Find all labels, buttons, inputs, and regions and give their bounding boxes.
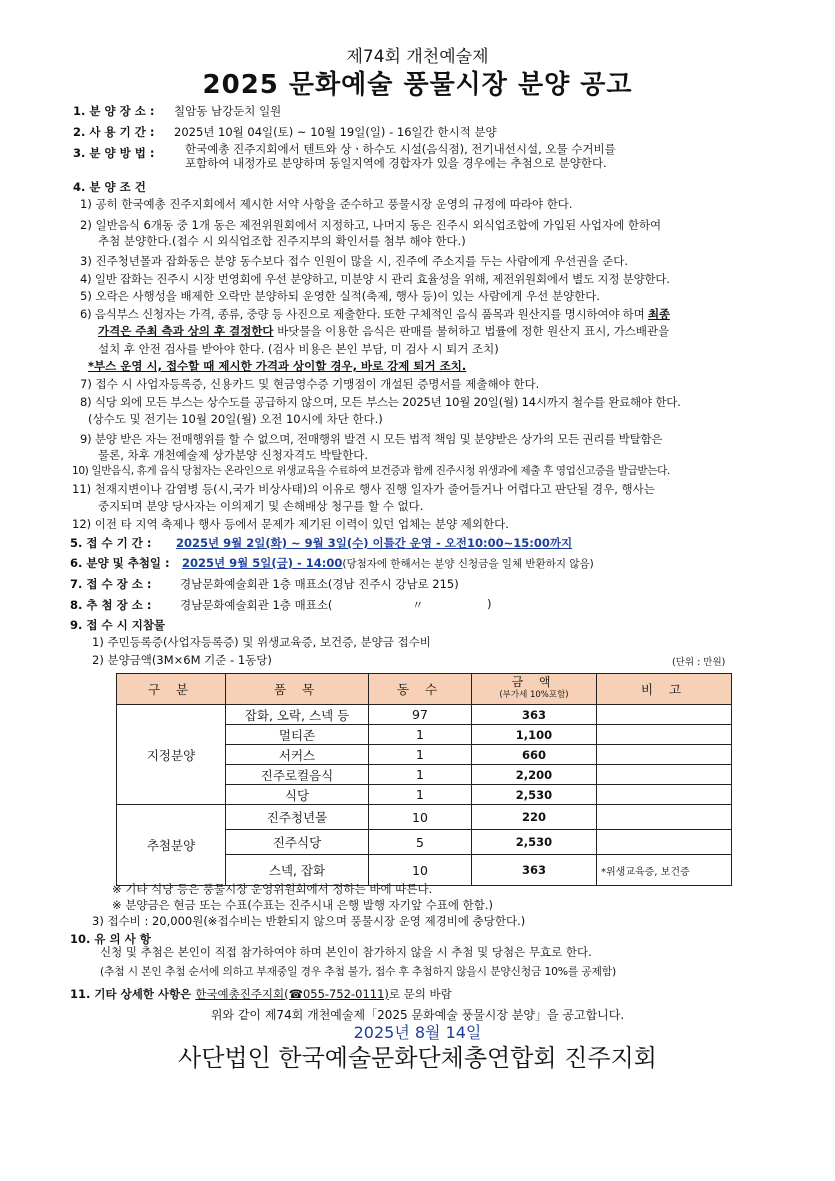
cell-note [597,705,732,725]
condition-2a: 2) 일반음식 6개동 중 1개 동은 제전위원회에서 지정하고, 나머지 동은 진주시 외식업조합에 가입된 사업자에 한하여 [80,218,662,232]
cell-note [597,830,732,855]
cell-amount: 363 [472,855,597,886]
cell-count: 5 [369,830,472,855]
condition-9a: 9) 분양 받은 자는 전매행위를 할 수 없으며, 전매행위 발견 시 모든 법적 책임 및 분양받은 상가의 모든 권리를 박탈함은 [80,432,663,446]
item-9-1: 1) 주민등록증(사업자등록증) 및 위생교육증, 보건증, 분양금 접수비 [92,635,431,649]
contact-link[interactable]: 한국예총진주지회(☎055-752-0111) [195,987,389,1001]
cell-note [597,785,732,805]
condition-8a: 8) 식당 외에 모든 부스는 상수도를 공급하지 않으며, 모든 부스는 2025년 10월 20일(월) 14시까지 철수를 완료해야 한다. [80,395,681,409]
header-count: 동 수 [369,674,472,705]
page-title: 2025 문화예술 풍물시장 분양 공고 [202,70,633,100]
cell-item: 잡화, 오락, 스넥 등 [226,705,369,725]
cell-count: 10 [369,855,472,886]
item-3-value-line1: 한국예총 진주지회에서 텐트와 상ㆍ하수도 시설(음식점), 전기내선시설, 오물 수거비를 [185,142,616,156]
item-5-value: 2025년 9월 2일(화) ~ 9월 3일(수) 이틀간 운영 - 오전10:00~15:00까지 [176,536,573,550]
group-designated: 지정분양 [117,705,226,805]
condition-6d: *부스 운영 시, 접수할 때 제시한 가격과 상이할 경우, 바로 강제 퇴거 조치. [88,359,467,373]
cell-item: 진주청년몰 [226,805,369,830]
cell-amount: 660 [472,745,597,765]
condition-2b: 추첨 분양한다.(접수 시 외식업조합 진주지부의 확인서를 첨부 해야 한다.) [98,234,466,248]
cell-count: 97 [369,705,472,725]
condition-5: 5) 오락은 사행성을 배제한 오락만 분양하되 운영한 실적(축제, 행사 등)이 있는 사람에게 우선 분양한다. [80,289,600,303]
condition-1: 1) 공히 한국예총 진주지회에서 제시한 서약 사항을 준수하고 풍물시장 운영의 규정에 따라야 한다. [80,197,573,211]
condition-6c: 설치 후 안전 검사를 받아야 한다. (검사 비용은 본인 부담, 미 검사 시 퇴거 조치) [98,342,499,356]
condition-9b: 물론, 차후 개천예술제 상가분양 신청자격도 박탈한다. [98,448,368,462]
organization-name: 사단법인 한국예술문화단체총연합회 진주지회 [178,1044,657,1072]
condition-8b: (상수도 및 전기는 10월 20일(월) 오전 10시에 차단 한다.) [88,412,383,426]
item-5-label: 5. 접 수 기 간 : [70,536,152,550]
condition-11a: 11) 천재지변이나 감염병 등(시,국가 비상사태)의 이유로 행사 진행 일자가 줄어들거나 어렵다고 판단될 경우, 행사는 [72,482,655,496]
item-7-value: 경남문화예술회관 1층 매표소(경남 진주시 강남로 215) [180,577,459,591]
cell-count: 1 [369,725,472,745]
cell-amount: 1,100 [472,725,597,745]
cell-amount: 2,530 [472,830,597,855]
cell-amount: 2,530 [472,785,597,805]
cell-amount: 220 [472,805,597,830]
header-item: 품 목 [226,674,369,705]
item-10-label: 10. 유 의 사 항 [70,932,151,946]
note-3: 3) 접수비 : 20,000원(※접수비는 반환되지 않으며 풍물시장 운영 제경비에 충당한다.) [92,914,526,928]
cell-item: 서커스 [226,745,369,765]
cell-note [597,805,732,830]
item-9-2: 2) 분양금액(3M×6M 기준 - 1동당) [92,653,272,667]
announce-date: 2025년 8월 14일 [353,1023,482,1042]
item-7-label: 7. 접 수 장 소 : [70,577,152,591]
condition-10: 10) 일반음식, 휴게 음식 당첨자는 온라인으로 위생교육을 수료하여 보건증과 함께 진주시청 위생과에 제출 후 영업신고증을 발급받는다. [72,465,670,477]
item-2-label: 2. 사 용 기 간 : [73,125,155,139]
item-8-value: 경남문화예술회관 1층 매표소( [180,598,333,612]
item-1-label: 1. 분 양 장 소 : [73,104,155,118]
cell-item: 스넥, 잡화 [226,855,369,886]
item-1-value: 칠암동 남강둔치 일원 [174,104,282,118]
cell-note: *위생교육증, 보건증 [597,855,732,886]
event-subtitle: 제74회 개천예술제 [346,47,489,67]
condition-6b: 가격은 주최 측과 상의 후 결정한다 바닷물을 이용한 음식은 판매를 불허하고 법률에 정한 원산지 표시, 가스배관을 [98,324,670,338]
condition-12: 12) 이전 타 지역 축제나 행사 등에서 문제가 제기된 이력이 있던 업체는 분양 제외한다. [72,517,509,531]
item-3-value-line2: 포함하여 내정가로 분양하며 동일지역에 경합자가 있을 경우에는 추첨으로 분양한다. [185,156,607,170]
condition-6a: 6) 음식부스 신청자는 가격, 종류, 중량 등 사진으로 제출한다. 또한 구체적인 음식 품목과 원산지를 명시하여야 하며 최종 [80,307,670,321]
note-2: ※ 분양금은 현금 또는 수표(수표는 진주시내 은행 발행 자기앞 수표에 한함.) [112,898,493,912]
group-lottery: 추첨분양 [117,805,226,886]
item-8-ditto: 〃 [412,598,424,612]
item-10-b: (추첨 시 본인 추첨 순서에 의하고 부재중일 경우 추첨 불가, 접수 후 추첨하지 않을시 분양신청금 10%를 공제함) [100,965,617,978]
condition-11b: 중지되며 분양 당사자는 이의제기 및 손해배상 청구를 할 수 없다. [98,499,424,513]
header-amount: 금 액 (부가세 10%포함) [472,674,597,705]
cell-count: 1 [369,785,472,805]
cell-count: 1 [369,765,472,785]
item-8-close: ) [487,597,492,611]
item-2-value: 2025년 10월 04일(토) ~ 10월 19일(일) - 16일간 한시적 분양 [174,125,497,139]
item-10-a: 신청 및 추첨은 본인이 직접 참가하여야 하며 본인이 참가하지 않을 시 추첨 및 당첨은 무효로 한다. [100,945,592,959]
fee-table [116,673,732,886]
unit-label: (단위 : 만원) [672,657,726,668]
closing-statement: 위와 같이 제74회 개천예술제「2025 문화예술 풍물시장 분양」을 공고합니다. [210,1008,625,1022]
cell-item: 진주로컬음식 [226,765,369,785]
table-row [117,705,732,725]
header-category: 구 분 [117,674,226,705]
item-11: 11. 기타 상세한 사항은 한국예총진주지회(☎055-752-0111)로 문의 바람 [70,987,452,1001]
condition-7: 7) 접수 시 사업자등록증, 신용카드 및 현금영수증 기맹점이 개설된 증명서를 제출해야 한다. [80,377,540,391]
cell-note [597,725,732,745]
cell-item: 멀티존 [226,725,369,745]
cell-amount: 363 [472,705,597,725]
cell-note [597,745,732,765]
note-1: ※ 기타 식당 등은 풍물시장 운영위원회에서 정하는 바에 따른다. [112,882,433,896]
item-3-label: 3. 분 양 방 법 : [73,146,155,160]
cell-note [597,765,732,785]
condition-3: 3) 진주청년몰과 잡화동은 분양 동수보다 접수 인원이 많을 시, 진주에 주소지를 두는 사람에게 우선권을 준다. [80,254,628,268]
item-6-value: 2025년 9월 5일(금) - 14:00(당첨자에 한해서는 분양 신청금을 일체 반환하지 않음) [182,556,594,570]
cell-count: 10 [369,805,472,830]
header-remarks: 비 고 [597,674,732,705]
item-9-label: 9. 접 수 시 지참물 [70,618,166,632]
item-6-label: 6. 분양 및 추첨일 : [70,556,170,570]
item-4-label: 4. 분 양 조 건 [73,180,146,194]
table-header-row [117,674,732,705]
condition-4: 4) 일반 잡화는 진주시 시장 번영회에 우선 분양하고, 미분양 시 관리 효율성을 위해, 제전위원회에서 별도 지정 분양한다. [80,272,670,286]
table-row [117,805,732,830]
cell-amount: 2,200 [472,765,597,785]
cell-item: 식당 [226,785,369,805]
item-8-label: 8. 추 첨 장 소 : [70,598,152,612]
cell-count: 1 [369,745,472,765]
cell-item: 진주식당 [226,830,369,855]
